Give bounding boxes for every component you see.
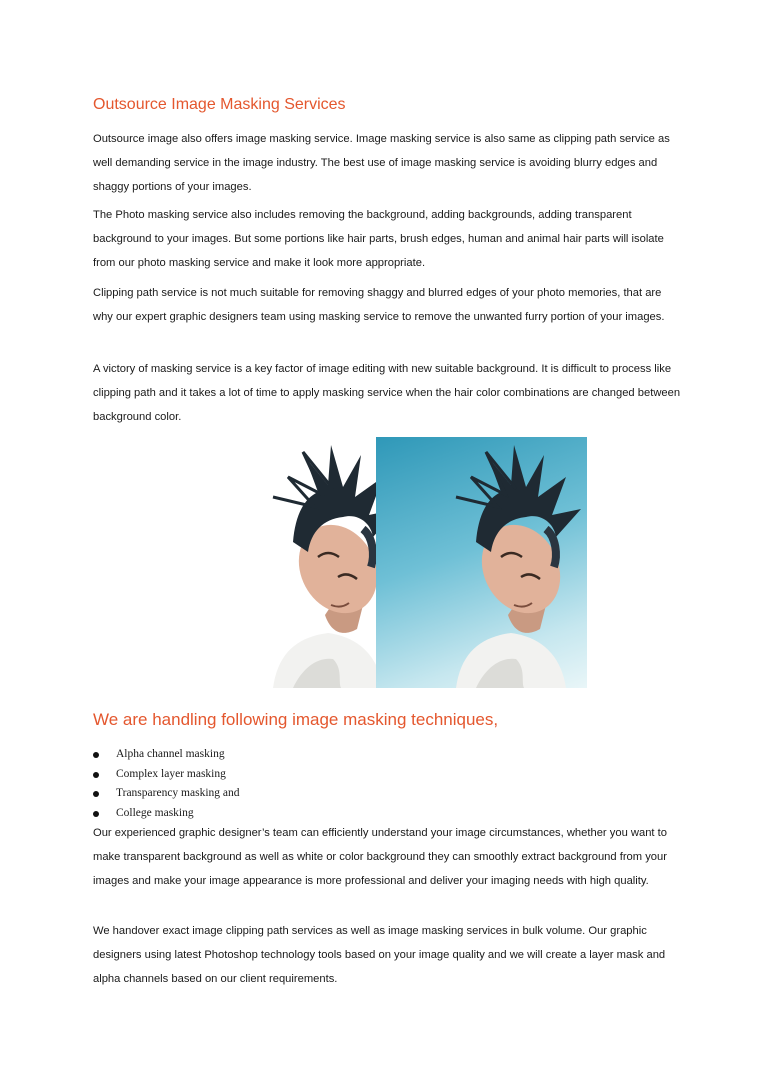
list-item: Alpha channel masking [93,745,240,765]
bullet-icon [93,752,99,758]
techniques-list [93,745,240,823]
paragraph-clipping-path: Clipping path service is not much suitable for removing shaggy and blurred edges of your photo memories, that are why our expert graphic designers team using masking service to remove the unwanted furry portion of your images. [93,287,665,323]
techniques-heading: We are handling following image masking techniques, [93,710,499,729]
page-title: Outsource Image Masking Services [93,96,346,113]
paragraph-photo-masking: The Photo masking service also includes removing the background, adding backgrounds, adding transparent background to your images. But some portions like hair parts, brush edges, human and animal hair parts will isolate from our photo masking service and make it look more appropriate. [93,209,664,269]
bullet-icon [93,772,99,778]
paragraph-victory: A victory of masking service is a key factor of image editing with new suitable background. It is difficult to process like clipping path and it takes a lot of time to apply masking service when the hair color combinations are changed between background color. [93,363,681,423]
list-item: Transparency masking and [93,784,240,804]
bullet-icon [93,811,99,817]
paragraph-intro: Outsource image also offers image masking service. Image masking service is also same as clipping path service as well demanding service in the image industry. The best use of image masking service is avoiding blurry edges and shaggy portions of your images. [93,133,670,193]
before-after-figure [233,437,587,688]
paragraph-handover: We handover exact image clipping path services as well as image masking services in bulk volume. Our graphic designers using latest Photoshop technology tools based on your image quality and we will create a layer mask and alpha channels based on our client requirements. [93,925,666,985]
list-item: College masking [93,804,240,824]
bullet-icon [93,791,99,797]
list-item: Complex layer masking [93,765,240,785]
paragraph-experienced-team: Our experienced graphic designer’s team can efficiently understand your image circumstances, whether you want to make transparent background as well as white or color background they can smoothly extract background from your images and make your image appearance is more professional and deliver your imaging needs with high quality. [93,827,667,887]
after-image [376,437,587,688]
